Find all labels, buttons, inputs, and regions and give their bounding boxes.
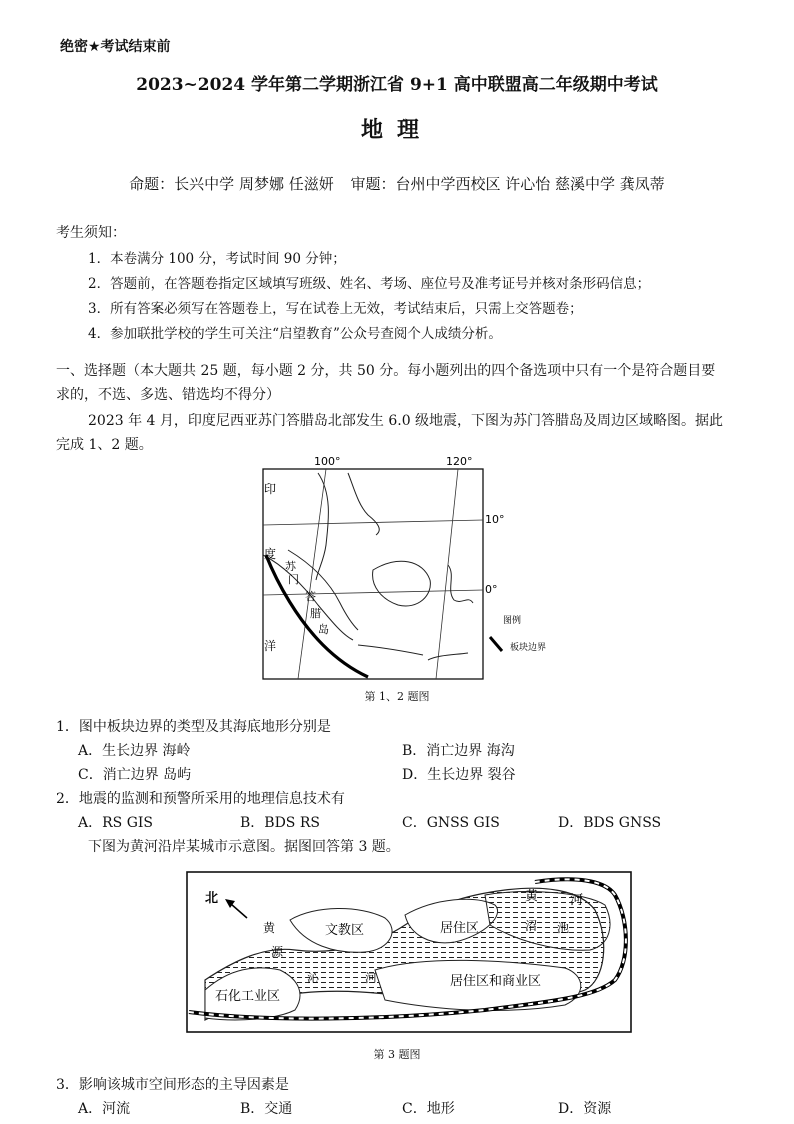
label-la: 腊	[310, 607, 321, 620]
north-label: 北	[205, 891, 219, 906]
java-coast	[358, 645, 423, 655]
river-label-he: 河	[570, 893, 584, 908]
label-men: 门	[288, 573, 299, 586]
borneo-coast	[373, 561, 431, 606]
legend-title: 图例	[503, 616, 522, 626]
notice-item: 4．参加联批学校的学生可关注“启望教育”公众号查阅个人成绩分析。	[88, 326, 502, 342]
notice-item: 1．本卷满分 100 分，考试时间 90 分钟；	[88, 251, 346, 267]
q1-option-a: A．生长边界 海岭	[78, 743, 191, 759]
notice-item: 3．所有答案必须写在答题卷上，写在试卷上无效，考试结束后，只需上交答题卷；	[88, 301, 583, 317]
longitude-100-line	[298, 469, 326, 679]
q2-option-b: B．BDS RS	[240, 815, 320, 831]
intro-text: 2023 年 4 月，印度尼西亚苏门答腊岛北部发生 6.0 级地震，下图为苏门答腊岛及周边区域略图。据此	[88, 413, 724, 429]
question-3-stem: 3．影响该城市空间形态的主导因素是	[56, 1077, 289, 1093]
latitude-10-label: 10°	[485, 513, 505, 526]
q2-option-a: A．RS GIS	[78, 815, 153, 831]
label-su: 苏	[285, 560, 296, 573]
legend-item-label: 板块边界	[510, 643, 547, 653]
pond-label-b: 池	[557, 921, 570, 935]
sumatra-map	[258, 455, 558, 700]
malay-peninsula-coast	[316, 473, 328, 580]
label-ditan: 沁	[307, 971, 320, 985]
q3-option-b: B．交通	[240, 1101, 293, 1117]
q2-option-c: C．GNSS GIS	[402, 815, 500, 831]
education-district-label: 文教区	[325, 923, 365, 938]
notice-item: 2．答题前，在答题卷指定区域填写班级、姓名、考场、座位号及准考证号并核对条形码信息；	[88, 276, 651, 292]
q3-option-d: D．资源	[558, 1101, 612, 1117]
question-1-stem: 1．图中板块边界的类型及其海底地形分别是	[56, 719, 331, 735]
exam-title: 2023~2024 学年第二学期浙江省 9+1 高中联盟高二年级期中考试	[136, 75, 658, 95]
q1-option-c: C．消亡边界 岛屿	[78, 767, 192, 783]
map1-caption: 第 1、2 题图	[364, 690, 430, 703]
map2-caption: 第 3 题图	[373, 1048, 421, 1061]
label-yin: 印	[264, 482, 277, 496]
pond-label-a: 沼	[525, 919, 538, 933]
question-2-stem: 2．地震的监测和预警所采用的地理信息技术有	[56, 791, 345, 807]
label-huang-small: 黄	[263, 921, 276, 935]
question-3-intro: 下图为黄河沿岸某城市示意图。据图回答第 3 题。	[88, 839, 400, 855]
section-heading-cont: 求的，不选、多选、错选均不得分）	[56, 387, 280, 403]
residential-commercial-label: 居住区和商业区	[450, 974, 542, 989]
river-label-he2: 河	[365, 971, 378, 985]
confidential-mark: 绝密★考试结束前	[60, 39, 171, 55]
petrochemical-label: 石化工业区	[215, 989, 281, 1004]
authors-reviewers: 审题：台州中学西校区 许心怡 慈溪中学 龚凤蒂	[350, 175, 665, 193]
notice-heading: 考生须知：	[56, 225, 126, 241]
q1-option-d: D．生长边界 裂谷	[402, 767, 516, 783]
intro-text-cont: 完成 1、2 题。	[56, 437, 153, 453]
authors-line	[0, 173, 794, 194]
label-du: 度	[264, 547, 277, 561]
q2-option-d: D．BDS GNSS	[558, 815, 662, 831]
river-label-huang: 黄	[525, 889, 539, 904]
q3-option-a: A．河流	[78, 1101, 131, 1117]
subject-title: 地理	[360, 117, 433, 143]
section-heading: 一、选择题（本大题共 25 题，每小题 2 分，共 50 分。每小题列出的四个备选项中只有一个是符合题目要	[56, 363, 716, 379]
label-yang: 洋	[264, 639, 277, 653]
latitude-0-label: 0°	[485, 583, 498, 596]
indochina-coast	[348, 473, 379, 535]
legend-plate-boundary-symbol	[490, 637, 502, 651]
yellow-river-city-map	[185, 870, 633, 1036]
q1-option-b: B．消亡边界 海沟	[402, 743, 515, 759]
longitude-120-label: 120°	[446, 455, 473, 468]
longitude-100-label: 100°	[314, 455, 341, 468]
q3-option-c: C．地形	[402, 1101, 455, 1117]
authors-setters: 命题：长兴中学 周梦娜 任滋妍	[129, 175, 334, 193]
residential-label: 居住区	[440, 921, 480, 936]
label-da: 答	[305, 590, 316, 603]
lesser-sunda-coast	[428, 653, 468, 660]
equator-line	[263, 590, 483, 595]
label-yuan: 源	[271, 945, 284, 959]
longitude-120-line	[436, 469, 458, 679]
latitude-10-line	[263, 520, 483, 525]
label-dao: 岛	[318, 623, 329, 636]
sulawesi-coast	[448, 565, 473, 603]
